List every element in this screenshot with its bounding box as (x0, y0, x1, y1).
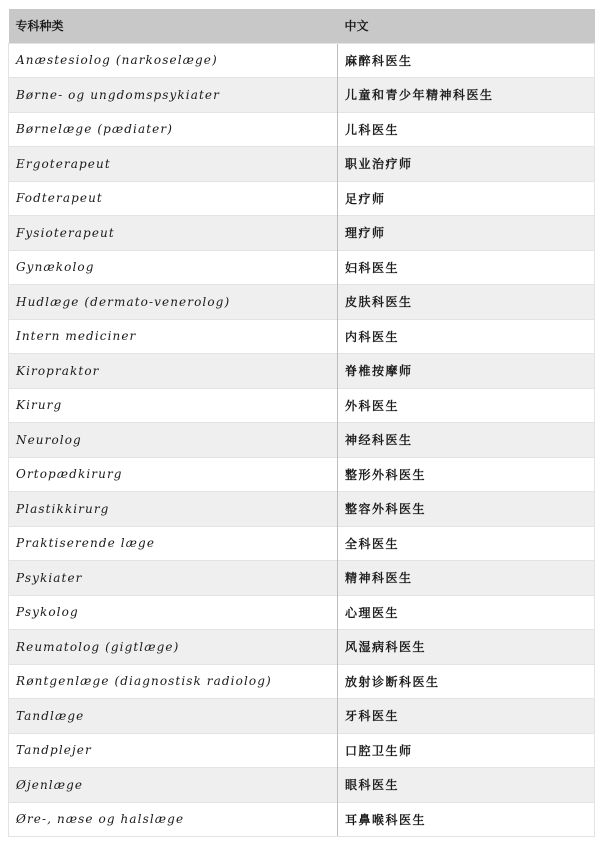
chinese-term: 足疗师 (338, 181, 595, 216)
danish-term: Gynækolog (9, 250, 338, 285)
danish-term: Plastikkirurg (9, 492, 338, 527)
danish-term: Kiropraktor (9, 354, 338, 389)
chinese-term: 牙科医生 (338, 699, 595, 734)
table-row (9, 181, 595, 216)
chinese-term: 口腔卫生师 (338, 733, 595, 768)
table-row (9, 802, 595, 837)
table-row (9, 354, 595, 389)
chinese-term: 精神科医生 (338, 561, 595, 596)
table-row (9, 561, 595, 596)
chinese-term: 理疗师 (338, 216, 595, 251)
danish-term: Praktiserende læge (9, 526, 338, 561)
table-row (9, 112, 595, 147)
table-row (9, 388, 595, 423)
specialty-table-container (8, 9, 594, 837)
chinese-term: 眼科医生 (338, 768, 595, 803)
danish-term: Tandlæge (9, 699, 338, 734)
table-row (9, 630, 595, 665)
chinese-term: 麻醉科医生 (338, 43, 595, 78)
table-row (9, 147, 595, 182)
chinese-term: 皮肤科医生 (338, 285, 595, 320)
table-row (9, 457, 595, 492)
table-row (9, 664, 595, 699)
danish-term: Ergoterapeut (9, 147, 338, 182)
header-specialty-type: 专科种类 (9, 9, 338, 43)
danish-term: Neurolog (9, 423, 338, 458)
table-row (9, 319, 595, 354)
chinese-term: 妇科医生 (338, 250, 595, 285)
danish-term: Børnelæge (pædiater) (9, 112, 338, 147)
danish-term: Børne- og ungdomspsykiater (9, 78, 338, 113)
table-row (9, 733, 595, 768)
table-row (9, 423, 595, 458)
danish-term: Kirurg (9, 388, 338, 423)
danish-term: Ortopædkirurg (9, 457, 338, 492)
table-row (9, 699, 595, 734)
table-row (9, 768, 595, 803)
chinese-term: 儿童和青少年精神科医生 (338, 78, 595, 113)
chinese-term: 职业治疗师 (338, 147, 595, 182)
specialty-table (8, 9, 595, 837)
danish-term: Øre-, næse og halslæge (9, 802, 338, 837)
table-header-row (9, 9, 595, 43)
danish-term: Psykiater (9, 561, 338, 596)
chinese-term: 儿科医生 (338, 112, 595, 147)
table-row (9, 285, 595, 320)
table-row (9, 492, 595, 527)
chinese-term: 放射诊断科医生 (338, 664, 595, 699)
table-row (9, 43, 595, 78)
table-row (9, 526, 595, 561)
danish-term: Intern mediciner (9, 319, 338, 354)
table-row (9, 250, 595, 285)
chinese-term: 外科医生 (338, 388, 595, 423)
header-chinese: 中文 (338, 9, 595, 43)
chinese-term: 神经科医生 (338, 423, 595, 458)
chinese-term: 内科医生 (338, 319, 595, 354)
danish-term: Psykolog (9, 595, 338, 630)
danish-term: Fodterapeut (9, 181, 338, 216)
chinese-term: 全科医生 (338, 526, 595, 561)
danish-term: Anæstesiolog (narkoselæge) (9, 43, 338, 78)
table-row (9, 78, 595, 113)
chinese-term: 脊椎按摩师 (338, 354, 595, 389)
chinese-term: 整容外科医生 (338, 492, 595, 527)
chinese-term: 耳鼻喉科医生 (338, 802, 595, 837)
danish-term: Fysioterapeut (9, 216, 338, 251)
danish-term: Reumatolog (gigtlæge) (9, 630, 338, 665)
chinese-term: 风湿病科医生 (338, 630, 595, 665)
chinese-term: 心理医生 (338, 595, 595, 630)
danish-term: Røntgenlæge (diagnostisk radiolog) (9, 664, 338, 699)
danish-term: Tandplejer (9, 733, 338, 768)
table-row (9, 595, 595, 630)
table-row (9, 216, 595, 251)
danish-term: Øjenlæge (9, 768, 338, 803)
chinese-term: 整形外科医生 (338, 457, 595, 492)
danish-term: Hudlæge (dermato-venerolog) (9, 285, 338, 320)
